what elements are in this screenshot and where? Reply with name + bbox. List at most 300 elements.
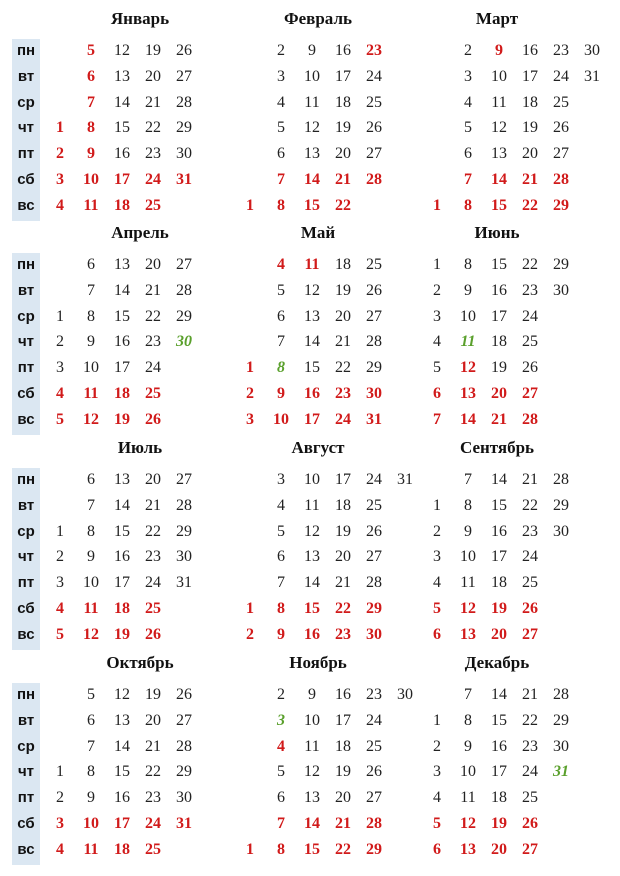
weekday-label: вт [17,67,35,85]
calendar-date: 16 [491,281,507,299]
calendar-date: 17 [114,815,130,832]
calendar-date: 30 [176,145,192,163]
calendar-date: 29 [176,522,192,540]
calendar-date: 13 [114,67,130,85]
calendar-date: 8 [87,119,95,137]
calendar-date: 7 [277,574,285,592]
calendar-date: 10 [83,815,99,832]
calendar-date: 10 [83,574,99,592]
calendar-date: 23 [335,625,351,643]
weekday-label: чт [17,119,35,137]
calendar-date: 10 [273,410,289,428]
calendar-date: 5 [433,359,441,377]
calendar-date: 15 [114,119,130,137]
calendar-date: 28 [176,496,192,514]
month-title: Июль [117,438,163,457]
calendar-date: 5 [87,42,95,59]
calendar-date: 4 [433,789,441,807]
calendar-date: 9 [308,42,316,59]
calendar-date: 23 [145,145,161,163]
calendar-date: 19 [114,625,130,643]
calendar-date: 20 [491,385,507,402]
calendar-date: 6 [433,385,441,402]
calendar-date: 19 [491,600,507,617]
calendar-date: 23 [522,522,538,540]
calendar-date: 2 [433,737,441,755]
calendar-date: 4 [56,385,64,402]
calendar-date: 21 [335,171,351,188]
calendar-date: 9 [308,686,316,703]
calendar-date: 8 [87,307,95,325]
calendar-date: 3 [277,67,285,85]
month-title: Июнь [474,223,520,242]
calendar-date: 10 [304,711,320,729]
weekday-label: чт [17,548,35,566]
calendar-date: 12 [304,763,320,781]
calendar-date: 17 [491,307,507,325]
calendar-date: 12 [460,600,476,617]
calendar-date: 19 [491,359,507,377]
calendar-date: 8 [464,256,472,273]
calendar-date: 15 [114,763,130,781]
calendar-date: 3 [433,548,441,566]
weekday-label: пн [16,256,36,273]
weekday-label: пт [17,789,35,807]
calendar-date: 30 [553,737,569,755]
calendar-date: 1 [56,763,64,781]
calendar-date: 30 [584,42,600,59]
calendar-date: 19 [145,42,161,59]
calendar-date: 31 [553,763,569,781]
calendar-date: 16 [114,333,130,351]
calendar-date: 3 [56,359,64,377]
calendar-date: 9 [464,737,472,755]
month-title: Февраль [284,9,352,28]
calendar-date: 15 [304,840,320,858]
calendar-date: 27 [176,256,192,273]
calendar-date: 12 [304,119,320,137]
calendar-date: 24 [553,67,569,85]
calendar-date: 9 [464,522,472,540]
calendar-date: 22 [335,600,351,617]
calendar-date: 25 [522,574,538,592]
calendar-date: 12 [83,625,99,643]
calendar-date: 13 [304,548,320,566]
calendar-date: 11 [83,196,99,214]
calendar-date: 18 [114,600,130,617]
calendar-date: 18 [335,93,351,111]
calendar-date: 16 [522,42,538,59]
calendar-date: 12 [304,522,320,540]
calendar-date: 6 [277,145,285,163]
calendar-date: 18 [114,840,130,858]
month-title: Август [291,438,345,457]
calendar-date: 1 [433,256,441,273]
weekday-label: сб [17,815,35,832]
calendar-date: 29 [176,307,192,325]
weekday-label: пн [16,686,36,703]
calendar-date: 26 [553,119,569,137]
calendar-date: 21 [145,281,161,299]
weekday-column [12,39,40,221]
calendar-date: 4 [464,93,472,111]
calendar-date: 17 [114,574,130,592]
calendar-date: 18 [335,496,351,514]
weekday-label: вт [17,281,35,299]
calendar-date: 12 [114,686,130,703]
calendar-date: 7 [87,737,95,755]
calendar-date: 27 [176,67,192,85]
calendar-date: 28 [176,281,192,299]
calendar-date: 2 [277,42,285,59]
calendar-date: 12 [304,281,320,299]
calendar-date: 4 [433,333,441,351]
calendar-date: 17 [114,359,130,377]
calendar-date: 19 [491,815,507,832]
calendar-date: 24 [366,67,382,85]
calendar-date: 10 [460,307,476,325]
weekday-column [12,468,40,650]
calendar-date: 12 [460,815,476,832]
calendar-date: 17 [335,471,351,488]
calendar-date: 8 [87,763,95,781]
calendar-date: 31 [176,574,192,592]
calendar-date: 25 [522,333,538,351]
calendar-date: 14 [304,574,320,592]
weekday-label: сб [17,600,35,617]
calendar-date: 7 [277,333,285,351]
calendar-date: 11 [83,385,99,402]
calendar-date: 5 [277,763,285,781]
month-title: Май [300,223,336,242]
calendar-date: 30 [397,686,413,703]
calendar-date: 11 [460,789,476,807]
calendar-date: 25 [366,496,382,514]
calendar-date: 21 [491,410,507,428]
calendar-date: 26 [522,600,538,617]
calendar-date: 4 [56,196,64,214]
calendar-date: 27 [522,625,538,643]
calendar-date: 21 [145,496,161,514]
calendar-date: 24 [366,711,382,729]
calendar-date: 6 [433,625,441,643]
calendar-date: 14 [491,171,507,188]
calendar-date: 17 [522,67,538,85]
weekday-label: пт [17,145,35,163]
calendar-date: 30 [553,522,569,540]
calendar-date: 31 [397,471,413,488]
calendar-date: 22 [522,496,538,514]
calendar-date: 22 [145,307,161,325]
weekday-column [12,253,40,435]
calendar-date: 9 [87,548,95,566]
calendar-date: 20 [491,625,507,643]
weekday-label: чт [17,333,35,351]
weekday-label: сб [17,385,35,402]
calendar-date: 30 [553,281,569,299]
calendar-date: 7 [87,496,95,514]
calendar-date: 1 [246,600,254,617]
calendar-date: 26 [145,410,161,428]
calendar-date: 3 [433,307,441,325]
calendar-date: 29 [366,359,382,377]
month-title: Сентябрь [459,438,535,457]
calendar-date: 28 [366,574,382,592]
calendar-date: 31 [584,67,600,85]
calendar-date: 22 [145,119,161,137]
calendar-date: 28 [553,686,569,703]
calendar-date: 21 [145,93,161,111]
weekday-column [12,683,40,865]
weekday-label: ср [17,522,35,540]
calendar-date: 9 [87,145,95,163]
calendar-date: 18 [114,385,130,402]
calendar-date: 18 [114,196,130,214]
calendar-date: 27 [366,548,382,566]
calendar-date: 22 [522,256,538,273]
calendar-date: 21 [522,171,538,188]
calendar-date: 1 [246,196,254,214]
calendar-date: 21 [522,686,538,703]
calendar-date: 13 [114,256,130,273]
calendar-date: 9 [464,281,472,299]
calendar-date: 28 [553,471,569,488]
calendar-date: 25 [145,840,161,858]
calendar-date: 13 [114,471,130,488]
calendar-date: 2 [56,145,64,163]
calendar-date: 29 [553,711,569,729]
calendar-date: 13 [460,840,476,858]
calendar-date: 16 [335,42,351,59]
calendar-date: 29 [366,840,382,858]
calendar-date: 28 [522,410,538,428]
calendar-date: 27 [176,711,192,729]
calendar-date: 30 [176,333,192,351]
calendar-date: 23 [553,42,569,59]
calendar-date: 29 [176,119,192,137]
calendar-date: 14 [304,815,320,832]
calendar-date: 20 [522,145,538,163]
calendar-date: 7 [464,171,472,188]
calendar-date: 7 [87,281,95,299]
calendar-date: 15 [304,196,320,214]
calendar-date: 11 [460,333,476,351]
calendar-date: 20 [145,711,161,729]
calendar-date: 31 [176,815,192,832]
calendar-date: 2 [246,385,254,402]
calendar-date: 1 [433,196,441,214]
calendar-date: 20 [335,548,351,566]
calendar-date: 18 [491,333,507,351]
calendar-date: 14 [491,471,507,488]
calendar-date: 29 [366,600,382,617]
calendar-date: 4 [56,600,64,617]
calendar-date: 2 [56,548,64,566]
calendar-date: 23 [145,333,161,351]
calendar-date: 25 [366,256,382,273]
calendar-date: 25 [366,93,382,111]
calendar-date: 22 [145,522,161,540]
calendar-date: 26 [145,625,161,643]
calendar-date: 27 [553,145,569,163]
calendar-date: 13 [114,711,130,729]
calendar-date: 11 [304,737,320,755]
calendar-date: 21 [335,574,351,592]
calendar-date: 17 [491,548,507,566]
weekday-label: вс [17,196,35,214]
calendar-date: 4 [277,737,285,755]
calendar-date: 2 [433,522,441,540]
calendar-date: 16 [304,625,320,643]
calendar-date: 28 [366,171,382,188]
weekday-label: вс [17,625,35,643]
calendar-date: 11 [83,600,99,617]
weekday-label: пн [16,42,36,59]
calendar-date: 26 [366,281,382,299]
calendar-date: 2 [56,789,64,807]
calendar-date: 24 [145,815,161,832]
calendar-date: 12 [83,410,99,428]
calendar-date: 23 [145,789,161,807]
calendar-date: 2 [246,625,254,643]
calendar-date: 15 [491,196,507,214]
calendar-date: 13 [304,789,320,807]
calendar-date: 27 [366,307,382,325]
calendar-date: 10 [460,548,476,566]
month-title: Январь [110,9,170,28]
calendar-date: 24 [145,171,161,188]
calendar-date: 20 [491,840,507,858]
calendar-date: 25 [366,737,382,755]
calendar-date: 5 [464,119,472,137]
calendar-date: 23 [522,281,538,299]
calendar-date: 1 [246,359,254,377]
calendar-date: 23 [366,686,382,703]
calendar-date: 5 [56,410,64,428]
calendar-date: 7 [277,815,285,832]
calendar-date: 22 [335,196,351,214]
calendar-date: 6 [277,548,285,566]
calendar-date: 18 [491,574,507,592]
calendar-date: 1 [56,307,64,325]
calendar-date: 4 [433,574,441,592]
calendar-date: 22 [145,763,161,781]
calendar-date: 24 [145,359,161,377]
calendar-date: 2 [277,686,285,703]
calendar-date: 30 [176,548,192,566]
calendar-date: 5 [277,522,285,540]
calendar-date: 19 [335,522,351,540]
calendar-date: 6 [277,307,285,325]
calendar-date: 7 [87,93,95,111]
calendar-date: 3 [277,711,285,729]
calendar-date: 2 [464,42,472,59]
calendar-date: 31 [366,410,382,428]
calendar-date: 8 [464,711,472,729]
calendar-date: 10 [83,171,99,188]
calendar-date: 6 [87,256,95,273]
calendar-date: 15 [304,600,320,617]
calendar-date: 8 [87,522,95,540]
calendar-date: 8 [464,496,472,514]
calendar-date: 5 [277,119,285,137]
calendar-date: 18 [335,256,351,273]
calendar-date: 20 [145,256,161,273]
calendar-date: 25 [145,600,161,617]
calendar-date: 7 [433,410,441,428]
calendar-date: 4 [277,256,285,273]
calendar-date: 12 [491,119,507,137]
calendar-date: 26 [522,359,538,377]
calendar-date: 13 [304,307,320,325]
calendar-date: 24 [335,410,351,428]
calendar-date: 19 [522,119,538,137]
calendar-date: 4 [277,496,285,514]
calendar-date: 9 [87,333,95,351]
calendar-date: 11 [491,93,507,111]
calendar-date: 13 [460,625,476,643]
calendar-date: 25 [145,385,161,402]
weekday-label: пт [17,574,35,592]
calendar-date: 15 [304,359,320,377]
calendar-date: 1 [433,711,441,729]
calendar-date: 27 [366,789,382,807]
calendar-date: 6 [87,711,95,729]
calendar-date: 11 [83,840,99,858]
calendar-date: 25 [522,789,538,807]
calendar-date: 11 [304,256,320,273]
calendar-date: 24 [366,471,382,488]
weekday-label: пт [17,359,35,377]
weekday-label: чт [17,763,35,781]
calendar-date: 21 [522,471,538,488]
calendar-date: 6 [87,67,95,85]
calendar-date: 18 [491,789,507,807]
calendar-date: 17 [114,171,130,188]
calendar-date: 3 [246,410,254,428]
calendar-date: 26 [366,763,382,781]
calendar-date: 15 [114,307,130,325]
calendar-date: 22 [522,196,538,214]
calendar-date: 31 [176,171,192,188]
calendar-date: 18 [335,737,351,755]
calendar-date: 1 [56,522,64,540]
calendar-date: 3 [277,471,285,488]
calendar-date: 28 [366,815,382,832]
calendar-date: 27 [176,471,192,488]
calendar-date: 22 [522,711,538,729]
calendar-date: 24 [522,307,538,325]
calendar-date: 1 [56,119,64,137]
weekday-label: пн [16,471,36,488]
calendar-date: 14 [491,686,507,703]
calendar-date: 29 [553,256,569,273]
calendar-date: 10 [304,471,320,488]
calendar-date: 28 [366,333,382,351]
calendar-date: 28 [176,93,192,111]
calendar-date: 9 [277,385,285,402]
calendar-date: 20 [145,67,161,85]
calendar-date: 7 [464,686,472,703]
calendar-date: 11 [304,93,320,111]
calendar-date: 15 [114,522,130,540]
calendar-date: 27 [366,145,382,163]
calendar-date: 10 [491,67,507,85]
calendar-date: 6 [433,840,441,858]
calendar-date: 12 [114,42,130,59]
calendar-date: 26 [176,686,192,703]
calendar-date: 8 [277,359,285,377]
